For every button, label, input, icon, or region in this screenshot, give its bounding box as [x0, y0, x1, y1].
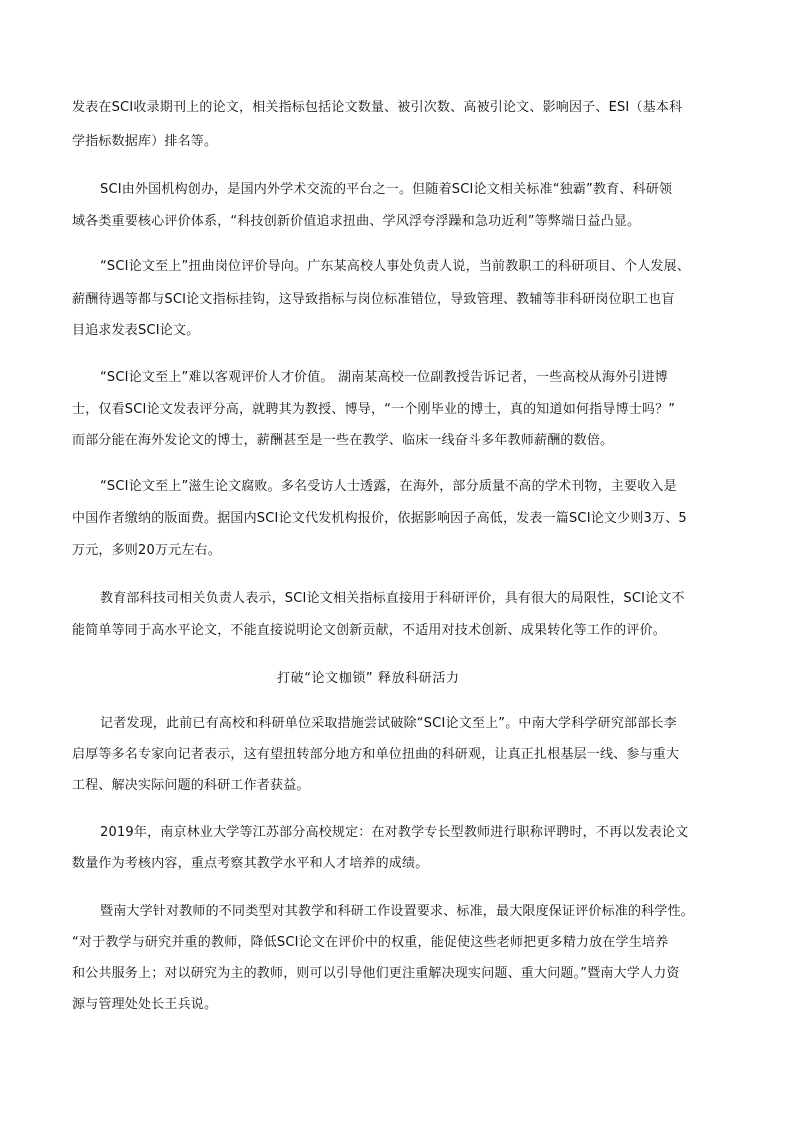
- paragraph-5-line-2: 中国作者缴纳的版面费。据国内SCI论文代发机构报价，依据影响因子高低，发表一篇SCI论文少则3万、5: [72, 511, 687, 526]
- paragraph-6-line-2: 能简单等同于高水平论文，不能直接说明论文创新贡献，不适用对技术创新、成果转化等工作的评价。: [72, 623, 667, 638]
- paragraph-6-line-1: 教育部科技司相关负责人表示，SCI论文相关指标直接用于科研评价，具有很大的局限性，SCI论文不: [100, 591, 685, 606]
- paragraph-4-line-1: “SCI论文至上”难以客观评价人才价值。 湖南某高校一位副教授告诉记者，一些高校从海外引进博: [100, 370, 668, 385]
- paragraph-10-line-1: 暨南大学针对教师的不同类型对其教学和科研工作设置要求、标准，最大限度保证评价标准的科学性。: [100, 904, 695, 919]
- paragraph-4-line-3: 而部分能在海外发论文的博士，薪酬甚至是一些在教学、临床一线奋斗多年教师薪酬的数倍。: [72, 433, 614, 448]
- paragraph-5-line-1: “SCI论文至上”滋生论文腐败。多名受访人士透露，在海外，部分质量不高的学术刊物，主要收入是: [100, 479, 677, 494]
- paragraph-9-line-2: 数量作为考核内容，重点考察其教学水平和人才培养的成绩。: [72, 856, 429, 871]
- paragraph-2-line-2: 域各类重要核心评价体系，“科技创新价值追求扭曲、学风浮夸浮躁和急功近利”等弊端日益凸显。: [72, 214, 641, 229]
- paragraph-10-line-2: “对于教学与研究并重的教师，降低SCI论文在评价中的权重，能促使这些老师把更多精力放在学生培养: [72, 935, 669, 950]
- paragraph-5-line-3: 万元，多则20万元左右。: [72, 543, 221, 558]
- paragraph-8-line-2: 启厚等多名专家向记者表示，这有望扭转部分地方和单位扭曲的科研观，让真正扎根基层一线、参与重大: [72, 747, 680, 762]
- paragraph-1-line-2: 学指标数据库）排名等。: [72, 134, 218, 149]
- paragraph-8-line-1: 记者发现，此前已有高校和科研单位采取措施尝试破除“SCI论文至上”。中南大学科学研究部部长李: [100, 716, 677, 731]
- paragraph-9-line-1: 2019年，南京林业大学等江苏部分高校规定：在对教学专长型教师进行职称评聘时，不再以发表论文: [100, 825, 689, 840]
- paragraph-4-line-2: 士，仅看SCI论文发表评分高，就聘其为教授、博导，“一个刚毕业的博士，真的知道如何指导博士吗？”: [72, 402, 676, 417]
- paragraph-10-line-3: 和公共服务上；对以研究为主的教师，则可以引导他们更注重解决现实问题、重大问题。”暨南大学人力资: [72, 966, 680, 981]
- section-heading: 打破“论文枷锁” 释放科研活力: [277, 671, 460, 686]
- paragraph-10-line-4: 源与管理处处长王兵说。: [72, 997, 218, 1012]
- paragraph-1-line-1: 发表在SCI收录期刊上的论文，相关指标包括论文数量、被引次数、高被引论文、影响因子、ESI（基本科: [72, 100, 683, 115]
- paragraph-3-line-1: “SCI论文至上”扭曲岗位评价导向。广东某高校人事处负责人说，当前教职工的科研项目、个人发展、: [100, 259, 691, 274]
- paragraph-3-line-3: 目追求发表SCI论文。: [72, 323, 200, 338]
- paragraph-2-line-1: SCI由外国机构创办，是国内外学术交流的平台之一。但随着SCI论文相关标准“独霸”教育、科研领: [100, 182, 673, 197]
- paragraph-3-line-2: 薪酬待遇等都与SCI论文指标挂钩，这导致指标与岗位标准错位，导致管理、教辅等非科研岗位职工也盲: [72, 292, 675, 307]
- paragraph-8-line-3: 工程、解决实际问题的科研工作者获益。: [72, 778, 310, 793]
